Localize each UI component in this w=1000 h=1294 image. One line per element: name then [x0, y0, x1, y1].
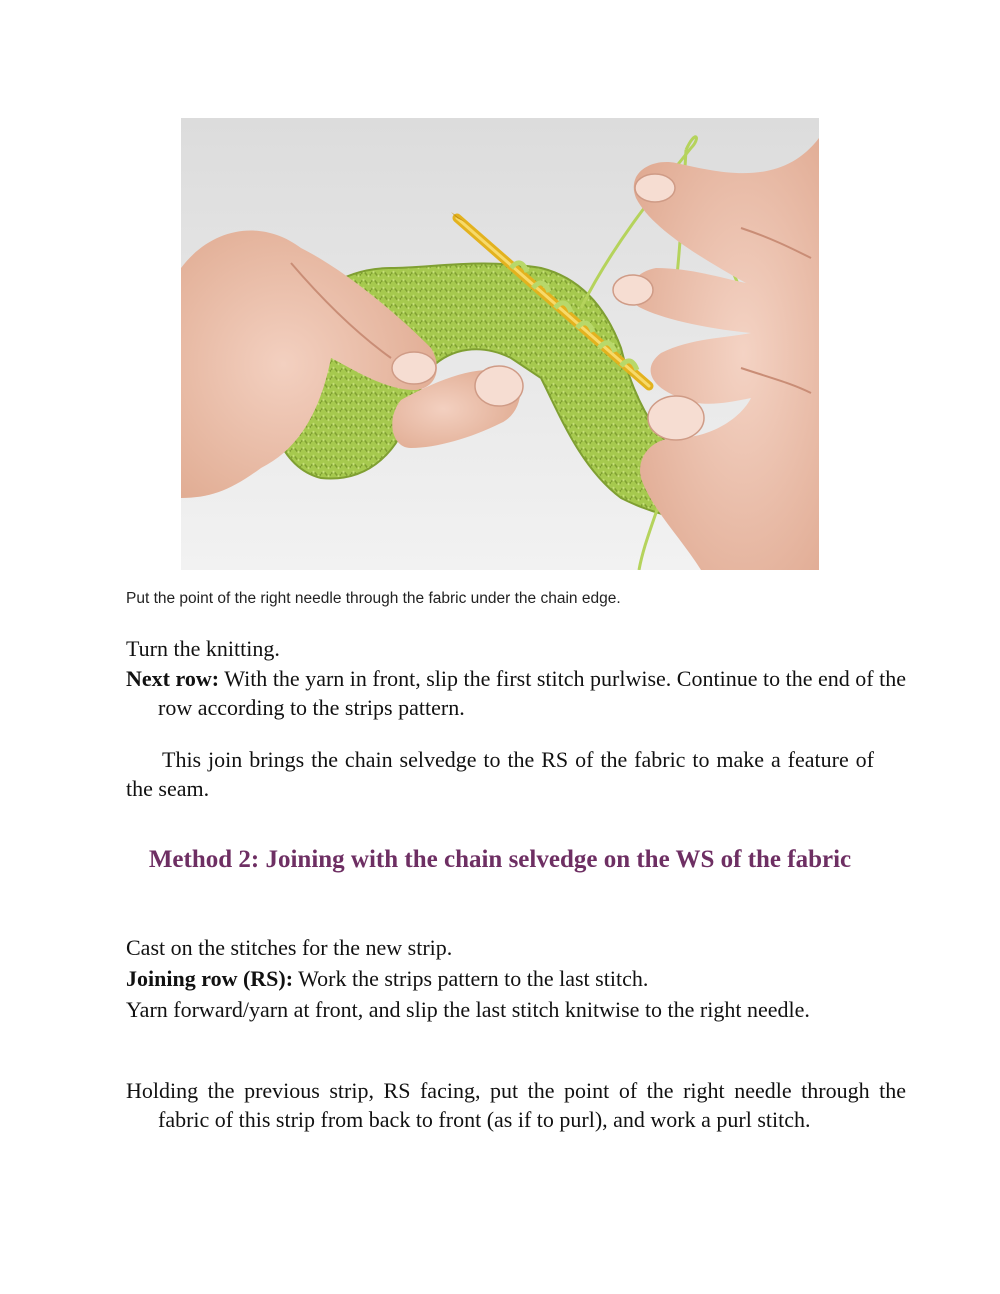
holding-paragraph: Holding the previous strip, RS facing, put the point of the right needle through the fabric of this strip from back to front (as if to purl), and work a purl stitch.	[126, 1078, 906, 1132]
join-note-paragraph: This join brings the chain selvedge to the RS of the fabric to make a feature of the seam.	[126, 747, 874, 801]
yarn-forward-paragraph: Yarn forward/yarn at front, and slip the last stitch knitwise to the right needle.	[126, 997, 810, 1022]
cast-on-paragraph: Cast on the stitches for the new strip.	[126, 935, 453, 960]
next-row-paragraph	[126, 664, 906, 722]
next-row-text: With the yarn in front, slip the first stitch purlwise. Continue to the end of the row according to the strips pattern.	[158, 666, 906, 720]
joining-row-paragraph	[126, 964, 906, 993]
knitting-photo	[181, 118, 819, 570]
section-heading: Method 2: Joining with the chain selvedge on the WS of the fabric	[148, 846, 852, 873]
figure-caption: Put the point of the right needle through the fabric under the chain edge.	[126, 590, 621, 607]
turn-paragraph: Turn the knitting.	[126, 636, 280, 661]
joining-row-label: Joining row (RS):	[126, 966, 294, 991]
next-row-label: Next row:	[126, 666, 220, 691]
joining-row-text: Work the strips pattern to the last stitch.	[293, 966, 649, 991]
